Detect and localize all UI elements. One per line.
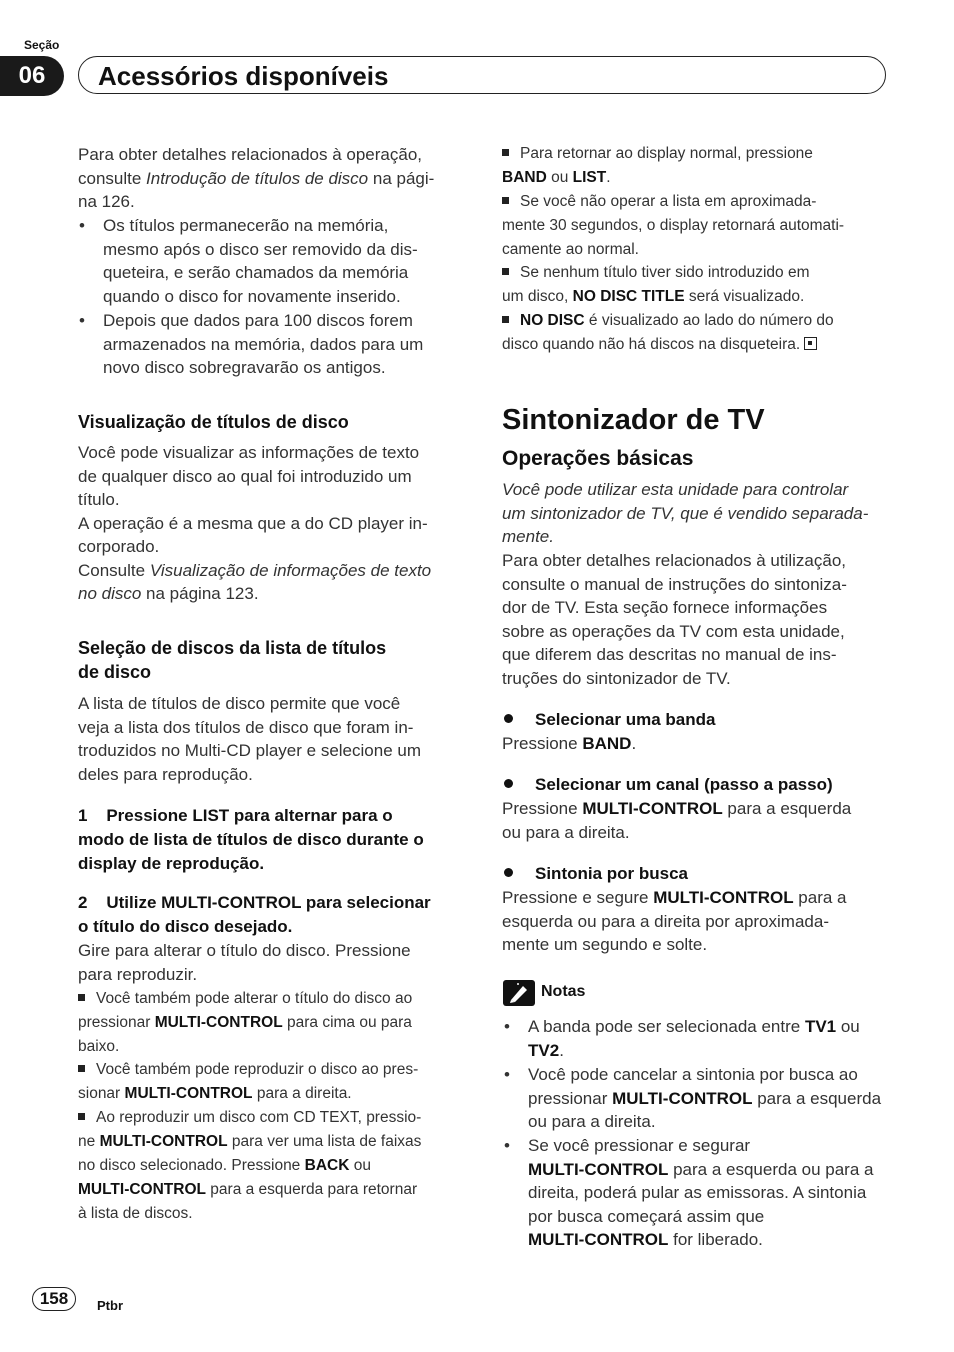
text-line: é visualizado ao lado do número do (584, 312, 834, 329)
text-line: consulte o manual de instruções do sintoniza- (502, 574, 847, 594)
text-line: na página 123. (141, 584, 259, 603)
text-line: Depois que dados para 100 discos forem (103, 311, 413, 330)
bullet-mark: • (504, 1136, 510, 1155)
end-mark-icon (804, 337, 817, 350)
text-line: queteira, e serão chamados da memória (103, 263, 409, 282)
text-line: veja a lista dos títulos de disco que foram in- (78, 717, 414, 737)
text-line: Você também pode reproduzir o disco ao pres- (96, 1061, 419, 1078)
text-line: . (606, 169, 611, 186)
text-line: para a direita. (252, 1085, 352, 1102)
text-line: Consulte (78, 560, 150, 580)
text-line: Pressione e segure (502, 888, 654, 907)
step-1 (78, 804, 424, 876)
text-line: deles para reprodução. (78, 764, 253, 784)
notes-label: Notas (541, 983, 586, 1000)
text-line: Gire para alterar o título do disco. Pressione (78, 941, 411, 960)
view-paragraph (78, 441, 431, 606)
text-line: ou (836, 1017, 860, 1036)
key-name: BAND (502, 169, 547, 186)
chapter-title: Acessórios disponíveis (98, 61, 389, 91)
heading-text: Sintonia por busca (535, 864, 689, 883)
section-heading-view: Visualização de títulos de disco (78, 412, 349, 432)
text-line: armazenados na memória, dados para um (103, 334, 424, 354)
text-line: Ao reproduzir um disco com CD TEXT, pressio- (96, 1109, 422, 1126)
text-line: dor de TV. Esta seção fornece informações (502, 598, 828, 617)
text-line: Pressione (502, 734, 583, 753)
text-line: para a esquerda (752, 1088, 882, 1108)
band-body (502, 732, 636, 756)
text-line: A lista de títulos de disco permite que você (78, 694, 401, 713)
text-line: Você pode utilizar esta unidade para controlar (502, 480, 849, 499)
key-name: MULTI-CONTROL (154, 1014, 283, 1031)
heading-line: de disco (78, 662, 152, 682)
note-item (502, 190, 844, 262)
text-line: Os títulos permanecerão na memória, (103, 216, 389, 235)
text-line: pressionar (528, 1088, 613, 1108)
text-line: para a (793, 888, 847, 907)
note-item (502, 309, 834, 357)
heading-text: Selecionar uma banda (535, 710, 716, 729)
topic-heading-band (504, 708, 715, 732)
key-name: LIST (572, 169, 607, 186)
key-name: MULTI-CONTROL (124, 1085, 253, 1102)
text-line: corporado. (78, 537, 160, 556)
text-line: A banda pode ser selecionada entre (528, 1017, 805, 1036)
text-line: ou (546, 169, 573, 186)
text-line: o título do disco desejado. (78, 917, 293, 936)
text-line: para a esquerda para retornar (206, 1181, 418, 1198)
display-message: NO DISC (520, 312, 585, 329)
subheading-basic-operations: Operações básicas (502, 447, 694, 470)
text-line: modo de lista de títulos de disco durante o (78, 830, 424, 849)
text-line: disco quando não há discos na disqueteira. (502, 336, 801, 353)
section-label: Seção (24, 38, 60, 52)
note-bullet (504, 1063, 882, 1134)
page-heading-tv-tuner: Sintonizador de TV (502, 404, 765, 436)
text-line: ou (349, 1157, 371, 1174)
text-line: truções do sintonizador de TV. (502, 668, 731, 688)
heading-line: Seleção de discos da lista de títulos (78, 638, 387, 658)
square-bullet-icon (502, 149, 509, 156)
text-line: mente 30 segundos, o display retornará automati- (502, 217, 845, 234)
text-line: . (631, 734, 637, 753)
text-line: Você pode visualizar as informações de texto (78, 443, 420, 462)
text-line: Se você não operar a lista em aproximada- (520, 193, 817, 210)
text-line: Você pode cancelar a sintonia por busca ao (528, 1065, 858, 1084)
text-line: esquerda ou para a direita por aproximada- (502, 911, 829, 931)
text-line: quando o disco for novamente inserido. (103, 286, 401, 306)
text-line: pressionar (78, 1014, 155, 1031)
square-bullet-icon (78, 994, 85, 1001)
intro-italic-paragraph (502, 478, 868, 549)
bullet-dot-icon (504, 868, 513, 877)
seek-body (502, 886, 847, 957)
text-line: Para obter detalhes relacionados à operação, (78, 145, 423, 164)
text-line: Você também pode alterar o título do disco ao (96, 990, 413, 1007)
note-item (78, 987, 412, 1059)
key-name: MULTI-CONTROL (528, 1159, 669, 1179)
band-name: TV2 (528, 1040, 560, 1060)
section-heading-select (78, 636, 386, 684)
bullet-mark: • (504, 1065, 510, 1084)
square-bullet-icon (502, 197, 509, 204)
bullet-dot-icon (504, 779, 513, 788)
text-line: por busca começará assim que (528, 1206, 765, 1226)
text-line: à lista de discos. (78, 1205, 193, 1222)
text-line: direita, poderá pular as emissoras. A sintonia (528, 1183, 867, 1202)
text-line: para a esquerda (722, 799, 852, 818)
text-line: Se nenhum título tiver sido introduzido em (520, 264, 810, 281)
text-line: Para retornar ao display normal, pressione (520, 145, 813, 162)
reference-title: Introdução de títulos de disco (146, 168, 369, 188)
text-line: será visualizado. (684, 288, 805, 305)
note-bullet (504, 1134, 874, 1252)
square-bullet-icon (78, 1113, 85, 1120)
reference-title: no disco (78, 584, 142, 603)
language-code: Ptbr (97, 1298, 123, 1313)
text-line: mente um segundo e solte. (502, 935, 708, 954)
bullet-mark: • (79, 311, 85, 330)
key-name: MULTI-CONTROL (528, 1230, 669, 1249)
text-line: ou para a direita. (502, 822, 630, 842)
text-line: for liberado. (668, 1230, 763, 1249)
text-line: um disco, (502, 288, 573, 305)
text-line: no disco selecionado. Pressione (78, 1157, 305, 1174)
note-item (502, 261, 810, 309)
heading-text: Selecionar um canal (passo a passo) (535, 775, 833, 794)
text-line: mente. (502, 527, 554, 546)
key-name: MULTI-CONTROL (653, 888, 794, 907)
key-name: MULTI-CONTROL (582, 799, 723, 818)
step-2-body (78, 939, 411, 986)
text-line: um sintonizador de TV, que é vendido separada- (502, 503, 869, 523)
details-paragraph (502, 549, 847, 690)
text-line: para cima ou para (282, 1014, 412, 1031)
text-line: de qualquer disco ao qual foi introduzido um (78, 466, 412, 486)
intro-paragraph (78, 143, 434, 214)
text-line: sionar (78, 1085, 125, 1102)
band-name: TV1 (804, 1017, 837, 1036)
section-number-badge: 06 (0, 56, 64, 96)
text-line: na pági- (368, 168, 435, 188)
text-line: título. (78, 490, 120, 509)
bullet-item (79, 309, 424, 380)
text-line: para a esquerda ou para a (668, 1159, 874, 1179)
key-name: MULTI-CONTROL (78, 1181, 206, 1198)
note-item (78, 1106, 421, 1226)
key-name: MULTI-CONTROL (612, 1088, 753, 1108)
text-line: camente ao normal. (502, 241, 639, 258)
text-line: mesmo após o disco ser removido da dis- (103, 239, 418, 259)
text-line: . (559, 1040, 564, 1060)
reference-title: Visualização de informações de texto (149, 560, 432, 580)
text-line: Pressione (502, 799, 583, 818)
text-line: para ver uma lista de faixas (227, 1133, 422, 1150)
display-message: NO DISC TITLE (572, 288, 685, 305)
square-bullet-icon (502, 268, 509, 275)
text-line: baixo. (78, 1038, 120, 1055)
topic-heading-channel (504, 773, 833, 797)
bullet-mark: • (79, 216, 85, 235)
text-line: sobre as operações da TV com esta unidade, (502, 621, 845, 641)
square-bullet-icon (502, 316, 509, 323)
select-paragraph (78, 692, 421, 786)
text-line: que diferem das descritas no manual de ins- (502, 645, 837, 664)
key-name: MULTI-CONTROL (99, 1133, 228, 1150)
note-bullet (504, 1015, 860, 1062)
channel-body (502, 797, 851, 844)
text-line: 2 Utilize MULTI-CONTROL para selecionar (78, 893, 431, 912)
text-line: Para obter detalhes relacionados à utilização, (502, 551, 846, 570)
text-line: ou para a direita. (528, 1112, 656, 1131)
notes-pencil-icon (503, 980, 535, 1006)
text-line: 1 Pressione LIST para alternar para o (78, 806, 393, 825)
text-line: ne (78, 1133, 100, 1150)
text-line: novo disco sobregravarão os antigos. (103, 358, 386, 377)
text-line: para reproduzir. (78, 964, 198, 984)
text-line: A operação é a mesma que a do CD player in- (78, 513, 428, 533)
text-line: Se você pressionar e segurar (528, 1136, 751, 1155)
key-name: BACK (304, 1157, 350, 1174)
text-line: consulte (78, 168, 147, 188)
text-line: troduzidos no Multi-CD player e selecione um (78, 741, 421, 760)
text-line: na 126. (78, 192, 135, 211)
square-bullet-icon (78, 1065, 85, 1072)
note-item (502, 142, 813, 190)
bullet-mark: • (504, 1017, 510, 1036)
bullet-dot-icon (504, 714, 513, 723)
key-name: BAND (582, 734, 632, 753)
step-2 (78, 891, 431, 939)
bullet-item (79, 214, 418, 308)
note-item (78, 1058, 418, 1106)
text-line: display de reprodução. (78, 854, 265, 873)
topic-heading-seek (504, 862, 688, 886)
page-number: 158 (32, 1287, 76, 1311)
